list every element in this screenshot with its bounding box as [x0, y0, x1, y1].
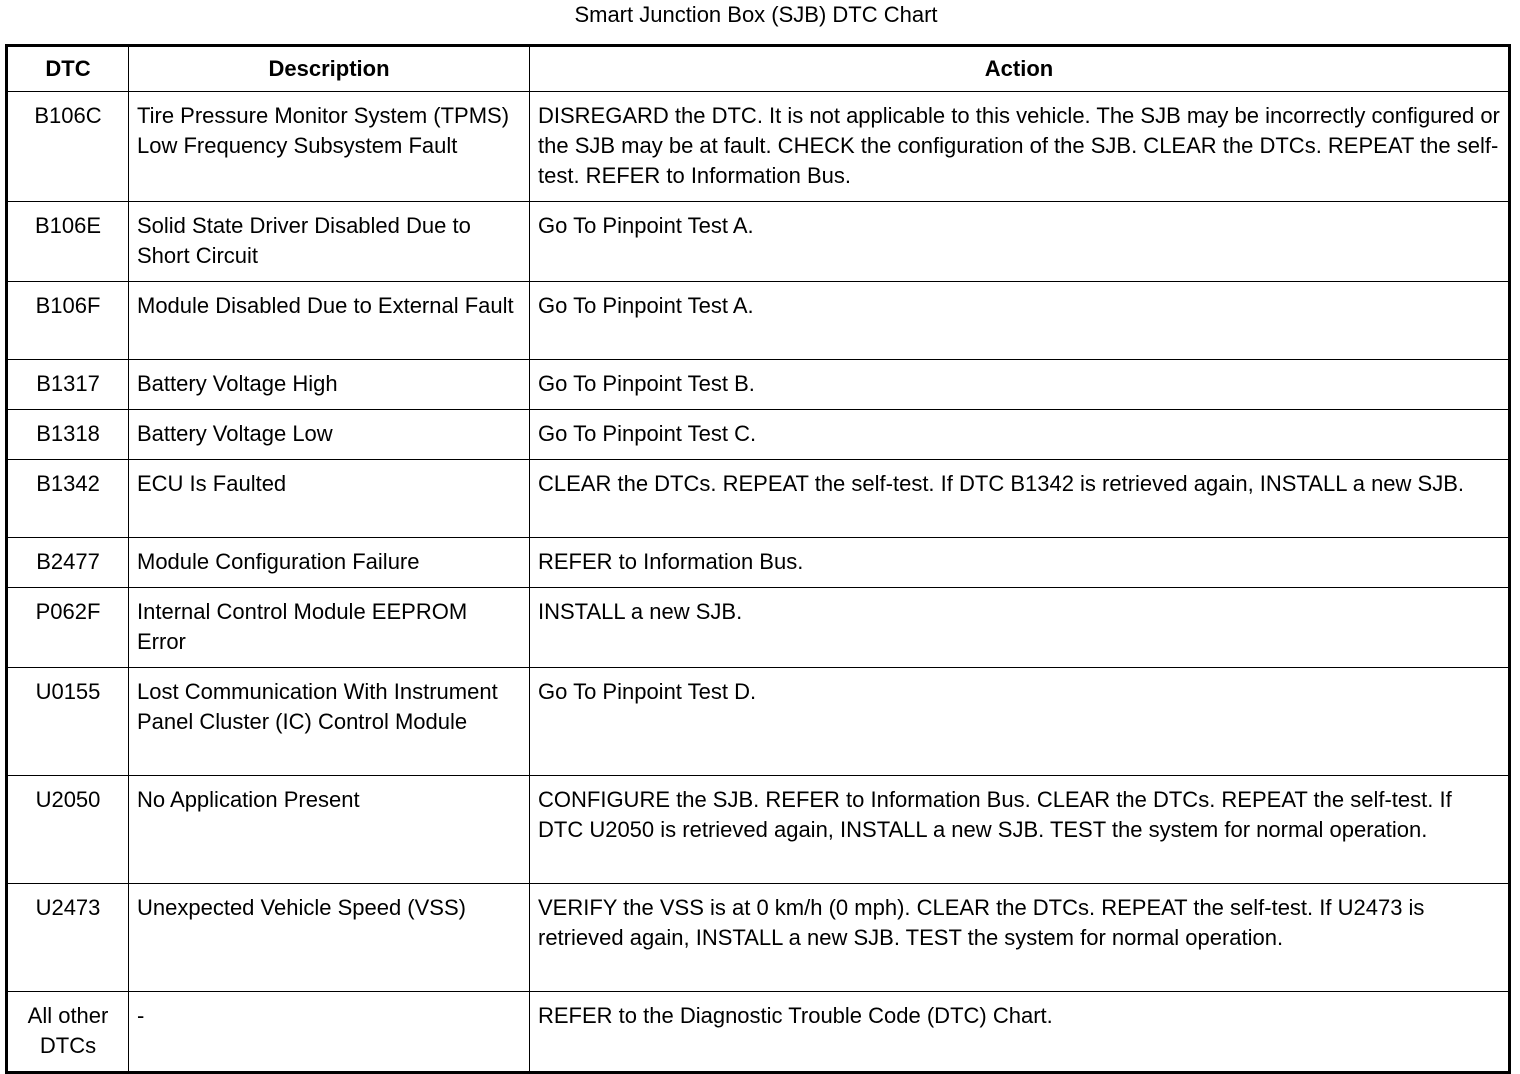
dtc-description: ECU Is Faulted — [129, 460, 530, 538]
dtc-code: U2473 — [7, 884, 129, 992]
page-title: Smart Junction Box (SJB) DTC Chart — [574, 2, 938, 27]
table-row — [7, 538, 1510, 588]
dtc-description: Tire Pressure Monitor System (TPMS) Low Frequency Subsystem Fault — [129, 92, 530, 202]
dtc-description: Internal Control Module EEPROM Error — [129, 588, 530, 668]
dtc-description: Unexpected Vehicle Speed (VSS) — [129, 884, 530, 992]
table-row — [7, 282, 1510, 360]
dtc-code: B106F — [7, 282, 129, 360]
dtc-action: DISREGARD the DTC. It is not applicable to this vehicle. The SJB may be incorrectly configured or the SJB may be at fault. CHECK the configuration of the SJB. CLEAR the DTCs. REPEAT the self-test. REFER to Information Bus. — [530, 92, 1510, 202]
dtc-description: Module Disabled Due to External Fault — [129, 282, 530, 360]
dtc-action: INSTALL a new SJB. — [530, 588, 1510, 668]
header-dtc: DTC — [7, 46, 129, 92]
dtc-code: B106E — [7, 202, 129, 282]
table-row — [7, 92, 1510, 202]
table-row — [7, 884, 1510, 992]
dtc-description: No Application Present — [129, 776, 530, 884]
dtc-description: Module Configuration Failure — [129, 538, 530, 588]
table-row — [7, 776, 1510, 884]
dtc-code: B1342 — [7, 460, 129, 538]
dtc-action: CLEAR the DTCs. REPEAT the self-test. If DTC B1342 is retrieved again, INSTALL a new SJB. — [530, 460, 1510, 538]
table-row — [7, 460, 1510, 538]
table-row — [7, 588, 1510, 668]
dtc-action: Go To Pinpoint Test A. — [530, 282, 1510, 360]
table-row — [7, 992, 1510, 1073]
dtc-action: Go To Pinpoint Test C. — [530, 410, 1510, 460]
table-row — [7, 410, 1510, 460]
table-row — [7, 668, 1510, 776]
dtc-action: Go To Pinpoint Test D. — [530, 668, 1510, 776]
dtc-action: REFER to the Diagnostic Trouble Code (DTC) Chart. — [530, 992, 1510, 1073]
dtc-code: U0155 — [7, 668, 129, 776]
dtc-action: CONFIGURE the SJB. REFER to Information Bus. CLEAR the DTCs. REPEAT the self-test. If DTC U2050 is retrieved again, INSTALL a new SJB. TEST the system for normal operation. — [530, 776, 1510, 884]
dtc-action: REFER to Information Bus. — [530, 538, 1510, 588]
dtc-code: B2477 — [7, 538, 129, 588]
dtc-description: Battery Voltage Low — [129, 410, 530, 460]
dtc-action: Go To Pinpoint Test A. — [530, 202, 1510, 282]
dtc-description: Solid State Driver Disabled Due to Short Circuit — [129, 202, 530, 282]
dtc-description: Lost Communication With Instrument Panel Cluster (IC) Control Module — [129, 668, 530, 776]
dtc-description: - — [129, 992, 530, 1073]
dtc-code: B106C — [7, 92, 129, 202]
table-row — [7, 360, 1510, 410]
dtc-action: Go To Pinpoint Test B. — [530, 360, 1510, 410]
dtc-code: B1318 — [7, 410, 129, 460]
dtc-code: All other DTCs — [7, 992, 129, 1073]
header-action: Action — [530, 46, 1510, 92]
dtc-description: Battery Voltage High — [129, 360, 530, 410]
dtc-table — [5, 44, 1511, 1074]
header-description: Description — [129, 46, 530, 92]
dtc-code: U2050 — [7, 776, 129, 884]
dtc-code: P062F — [7, 588, 129, 668]
table-header-row — [7, 46, 1510, 92]
dtc-code: B1317 — [7, 360, 129, 410]
table-row — [7, 202, 1510, 282]
dtc-action: VERIFY the VSS is at 0 km/h (0 mph). CLEAR the DTCs. REPEAT the self-test. If U2473 is retrieved again, INSTALL a new SJB. TEST the system for normal operation. — [530, 884, 1510, 992]
